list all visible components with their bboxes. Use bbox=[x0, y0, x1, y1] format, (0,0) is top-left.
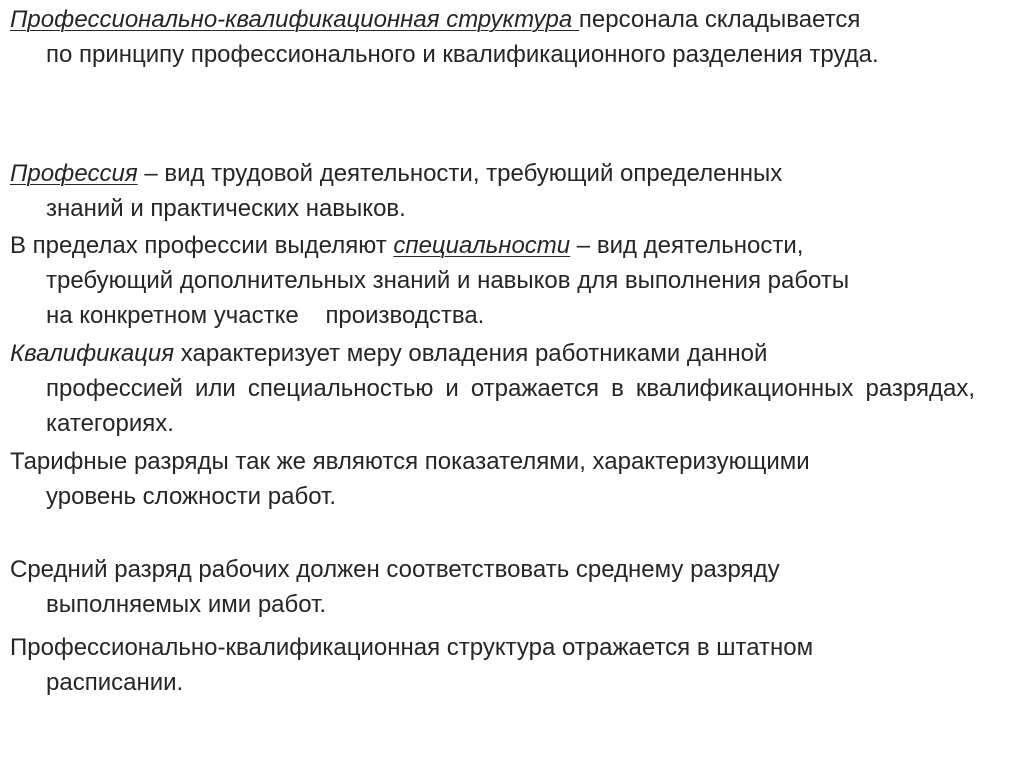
paragraph-average-grade bbox=[10, 552, 975, 622]
paragraph-tariff-grades bbox=[10, 444, 975, 514]
paragraph-text: персонала складывается bbox=[578, 6, 861, 33]
paragraph-staff-schedule bbox=[10, 630, 975, 700]
paragraph-text: Тарифные разряды так же являются показателями, характеризующими bbox=[10, 448, 810, 475]
term-prof-qual-structure: Профессионально-квалификационная структура bbox=[10, 6, 579, 33]
paragraph-text: Средний разряд рабочих должен соответствовать среднему разряду bbox=[10, 556, 780, 583]
paragraph-continuation: по принципу профессионального и квалификационного разделения труда. bbox=[46, 41, 879, 68]
paragraph-qualification-definition bbox=[10, 336, 975, 441]
paragraph-continuation: выполняемых ими работ. bbox=[46, 591, 327, 618]
paragraph-structure-definition bbox=[10, 2, 975, 72]
paragraph-text: на конкретном участке bbox=[46, 302, 299, 329]
paragraph-continuation: профессией или специальностью и отражается в квалификационных разрядах, категориях. bbox=[46, 375, 975, 437]
paragraph-text: – вид деятельности, bbox=[570, 232, 804, 259]
paragraph-continuation-last bbox=[10, 298, 975, 333]
paragraph-text: производства. bbox=[325, 302, 485, 329]
paragraph-continuation: расписании. bbox=[46, 669, 184, 696]
paragraph-text: характеризует меру овладения работниками данной bbox=[174, 340, 768, 367]
paragraph-text: В пределах профессии выделяют bbox=[10, 232, 394, 259]
paragraph-continuation: знаний и практических навыков. bbox=[46, 195, 406, 222]
term-speciality: специальности bbox=[393, 232, 571, 259]
paragraph-continuation: уровень сложности работ. bbox=[46, 483, 337, 510]
paragraph-text: Профессионально-квалификационная структура отражается в штатном bbox=[10, 634, 814, 661]
paragraph-speciality-definition bbox=[10, 228, 975, 333]
term-profession: Профессия bbox=[10, 160, 138, 187]
paragraph-continuation: требующий дополнительных знаний и навыков для выполнения работы bbox=[46, 267, 850, 294]
paragraph-text: – вид трудовой деятельности, требующий определенных bbox=[137, 160, 783, 187]
paragraph-profession-definition bbox=[10, 156, 975, 226]
term-qualification: Квалификация bbox=[10, 340, 175, 367]
